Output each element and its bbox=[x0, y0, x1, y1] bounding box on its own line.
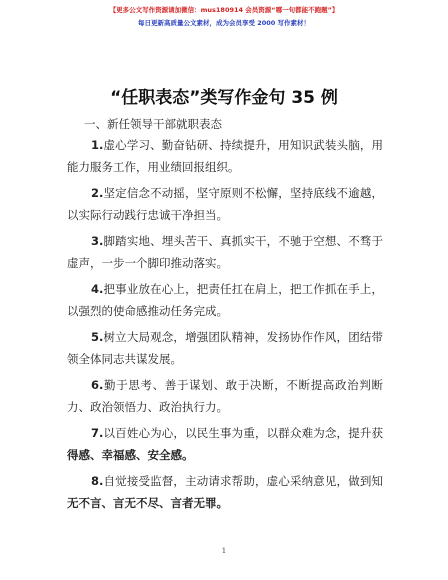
item-number: 4. bbox=[91, 282, 104, 296]
document-title: “任职表态”类写作金句 35 例 bbox=[110, 88, 338, 108]
item-text: 勤于思考、善于谋划、敢于决断，不断提高政治判断力、政治领悟力、政治执行力。 bbox=[67, 378, 383, 414]
item-bold-text: 无不言、言无不尽、言者无罪。 bbox=[67, 496, 228, 510]
promo-line-blue: 每日更新高质量公文素材，成为会员享受 2000 写作素材！ bbox=[137, 19, 311, 27]
item-text: 脚踏实地、埋头苦干、真抓实干，不驰于空想、不骛于虚声，一步一个脚印推动落实。 bbox=[67, 234, 383, 270]
item-text: 坚定信念不动摇，坚守原则不松懈，坚持底线不逾越，以实际行动践行忠诚干净担当。 bbox=[67, 186, 383, 222]
item-number: 5. bbox=[91, 330, 104, 344]
item-text: 自觉接受监督，主动请求帮助，虚心采纳意见，做到知 bbox=[103, 474, 383, 488]
list-item-6 bbox=[67, 374, 383, 418]
item-text: 虚心学习、勤奋钻研、持续提升，用知识武装头脑，用能力服务工作，用业绩回报组织。 bbox=[67, 138, 383, 174]
promo-line-red: 【更多公文写作资源请加微信：mus180914 会员资源“哪一句都能不跑题”】 bbox=[109, 6, 339, 14]
item-number: 3. bbox=[91, 234, 104, 248]
item-text: 以百姓心为心，以民生事为重，以群众难为念，提升获 bbox=[103, 426, 383, 440]
list-item-7 bbox=[67, 422, 383, 466]
section-heading: 一、新任领导干部就职表态 bbox=[84, 117, 222, 131]
item-number: 2. bbox=[91, 186, 104, 200]
list-item-5 bbox=[67, 326, 383, 370]
list-item-3 bbox=[67, 230, 383, 274]
list-item-2 bbox=[67, 182, 383, 226]
list-item-8 bbox=[67, 470, 383, 514]
item-text: 树立大局观念，增强团队精神，发扬协作作风，团结带领全体同志共谋发展。 bbox=[67, 330, 383, 366]
list-item-4 bbox=[67, 278, 383, 322]
item-number: 8. bbox=[91, 474, 104, 488]
item-number: 1. bbox=[91, 138, 104, 152]
page-number: 1 bbox=[221, 547, 227, 555]
item-bold-text: 得感、幸福感、安全感。 bbox=[67, 448, 194, 462]
list-item-1 bbox=[67, 134, 383, 178]
item-number: 6. bbox=[91, 378, 104, 392]
item-text: 把事业放在心上，把责任扛在肩上，把工作抓在手上，以强烈的使命感推动任务完成。 bbox=[67, 282, 383, 318]
item-number: 7. bbox=[91, 426, 104, 440]
